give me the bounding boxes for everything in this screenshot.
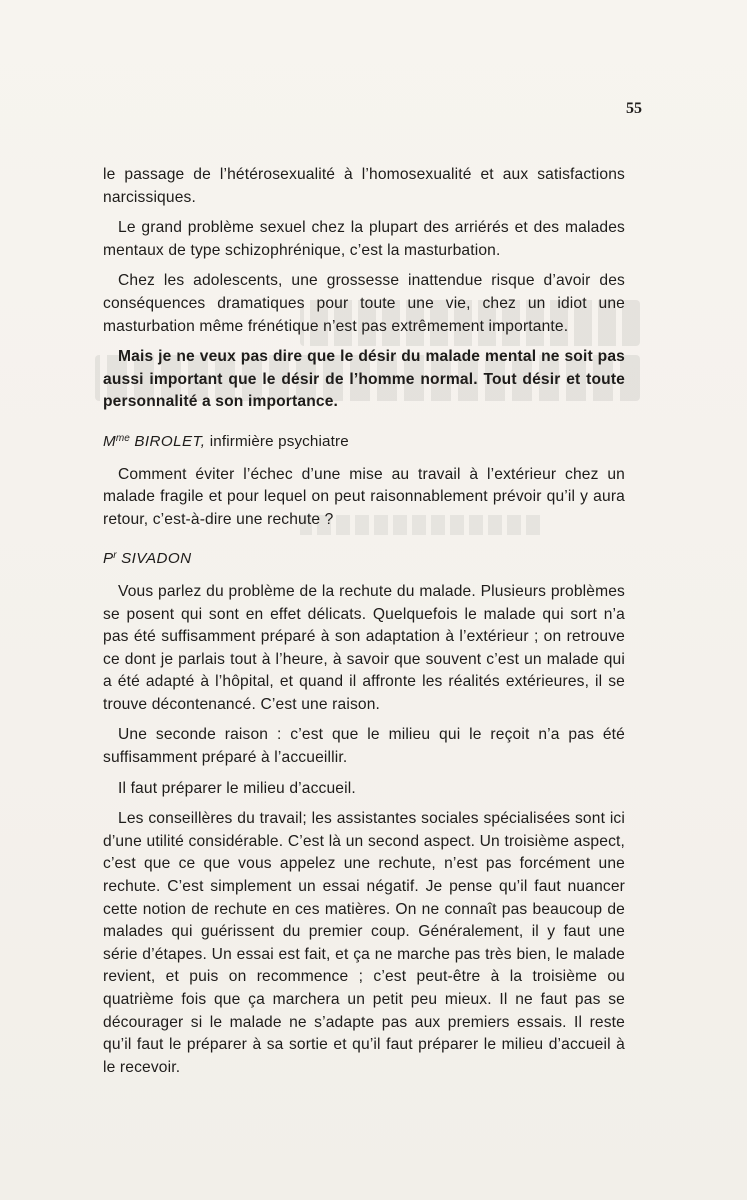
answer-paragraph-1: Vous parlez du problème de la rechute du malade. Plusieurs problèmes se posent qui sont en effet délicats. Quelquefois le malade qui sort n’a pas été suffisamment préparé à son adaptation à l’extérieur ; on retrouve ce dont je parlais tout à l’heure, à savoir que souvent c’est un malade qui a été adapté à l’hôpital, et quand il affronte les réalités extérieures, il se trouve décontenancé. C’est une raison. <box>103 582 625 713</box>
speaker-name: BIROLET, <box>134 432 206 450</box>
paragraph-1: le passage de l’hétérosexualité à l’homosexualité et aux satisfactions narcissiques. <box>103 166 625 206</box>
paragraph-2: Le grand problème sexuel chez la plupart des arriérés et des malades mentaux de type schizophrénique, c’est la masturbation. <box>103 219 625 259</box>
question-paragraph: Comment éviter l’échec d’une mise au travail à l’extérieur chez un malade fragile et pour lequel on peut raisonnablement prévoir qu’il y aura retour, c’est-à-dire une rechute ? <box>103 465 625 528</box>
answer-paragraph-3: Il faut préparer le milieu d’accueil. <box>118 779 356 797</box>
page-number: 55 <box>626 100 642 117</box>
speaker-role: infirmière psychiatre <box>209 432 349 450</box>
body-text <box>103 164 625 1087</box>
speaker-name: SIVADON <box>121 550 192 568</box>
answer-paragraph-2: Une seconde raison : c’est que le milieu qui le reçoit n’a pas été suffisamment préparé à l’accueillir. <box>103 726 625 767</box>
speaker-title: $M^{me}$ <box>103 432 131 450</box>
paragraph-3: Chez les adolescents, une grossesse inattendue risque d’avoir des conséquences dramatiques pour toute une vie, chez un idiot une masturbation même frénétique n’est pas extrêmement importante. <box>103 272 625 335</box>
speaker-sivadon <box>103 545 625 571</box>
speaker-title: $P^r$ <box>103 550 117 568</box>
answer-paragraph-4: Les conseillères du travail; les assistantes sociales spécialisées sont ici d’une utilité considérable. C’est là un second aspect. Un troisième aspect, c’est que ce que vous appelez une rechute, n’est pas forcément une rechute. C’est simplement un essai négatif. Je pense qu’il faut nuancer cette notion de rechute en ces matières. On ne connaît pas beaucoup de malades qui guérissent du premier coup. Généralement, il y faut une série d’étapes. Un essai est fait, et ça ne marche pas très bien, le malade revient, et puis on recommence ; c’est peut-être à la troisième ou quatrième fois que ça marchera un petit peu mieux. Il ne faut pas se décourager si le malade ne s’adapte pas aux premiers essais. Il reste qu’il faut le préparer à sa sortie et qu’il faut préparer le milieu d’accueil à le recevoir. <box>103 810 625 1076</box>
paragraph-4: Mais je ne veux pas dire que le désir du malade mental ne soit pas aussi important que le désir de l’homme normal. Tout désir et toute personnalité a son importance. <box>103 348 625 411</box>
speaker-birolet <box>103 428 625 454</box>
